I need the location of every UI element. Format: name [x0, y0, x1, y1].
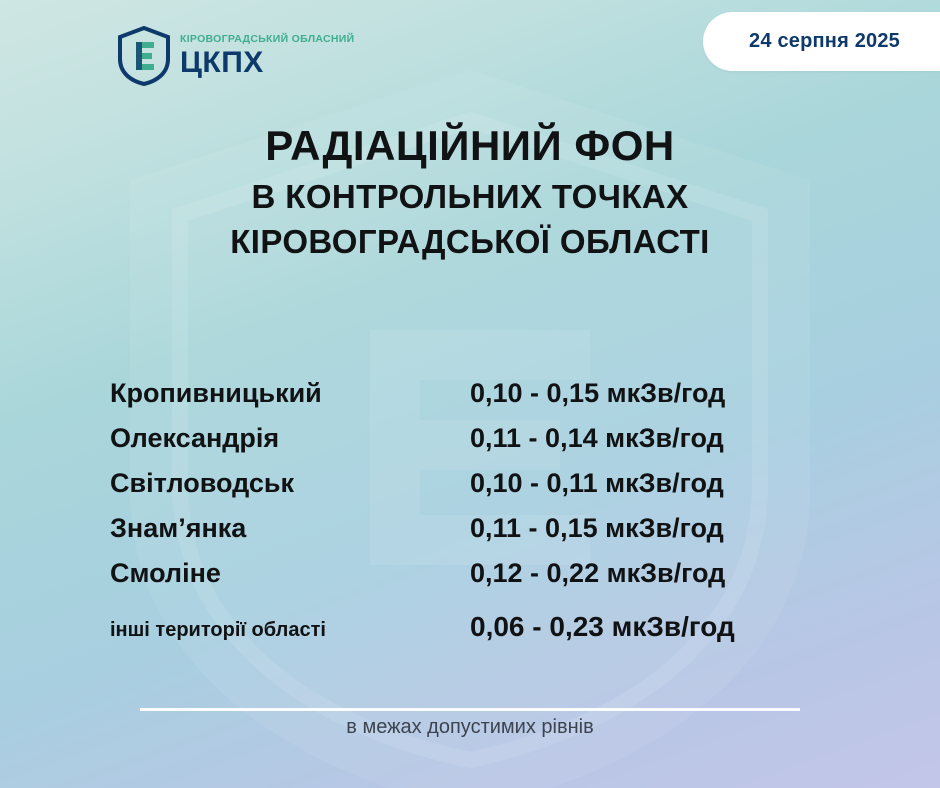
row-value: 0,12 - 0,22 мкЗв/год	[470, 558, 726, 588]
title-line-2: В КОНТРОЛЬНИХ ТОЧКАХ	[251, 177, 689, 215]
shield-logo-icon	[118, 26, 170, 86]
logo-main-text: ЦКПХ	[180, 45, 264, 79]
table-row	[110, 378, 840, 409]
table-row	[110, 468, 840, 499]
row-value: 0,10 - 0,11 мкЗв/год	[470, 468, 724, 498]
table-row	[110, 558, 840, 589]
page-title	[0, 122, 940, 264]
measurements-table	[110, 378, 840, 657]
row-place: Кропивницький	[110, 378, 322, 408]
row-place: інші території області	[110, 619, 326, 641]
row-place: Знам’янка	[110, 513, 247, 543]
date-badge: 24 серпня 2025	[703, 12, 940, 71]
row-value: 0,10 - 0,15 мкЗв/год	[470, 378, 726, 408]
title-line-1: РАДІАЦІЙНИЙ ФОН	[265, 122, 675, 169]
divider	[140, 708, 800, 711]
table-row	[110, 513, 840, 544]
row-place: Смоліне	[110, 558, 221, 588]
logo-top-text: КІРОВОГРАДСЬКИЙ ОБЛАСНИЙ	[180, 32, 355, 45]
title-line-3: КІРОВОГРАДСЬКОЇ ОБЛАСТІ	[230, 222, 710, 260]
logo	[118, 26, 354, 86]
table-row-other-areas	[110, 611, 840, 643]
logo-text	[180, 34, 354, 79]
row-value: 0,11 - 0,14 мкЗв/год	[470, 423, 724, 453]
row-place: Світловодськ	[110, 468, 295, 498]
table-row	[110, 423, 840, 454]
footnote: в межах допустимих рівнів	[346, 716, 594, 738]
row-value: 0,11 - 0,15 мкЗв/год	[470, 513, 724, 543]
row-place: Олександрія	[110, 423, 280, 453]
row-value: 0,06 - 0,23 мкЗв/год	[470, 611, 735, 642]
